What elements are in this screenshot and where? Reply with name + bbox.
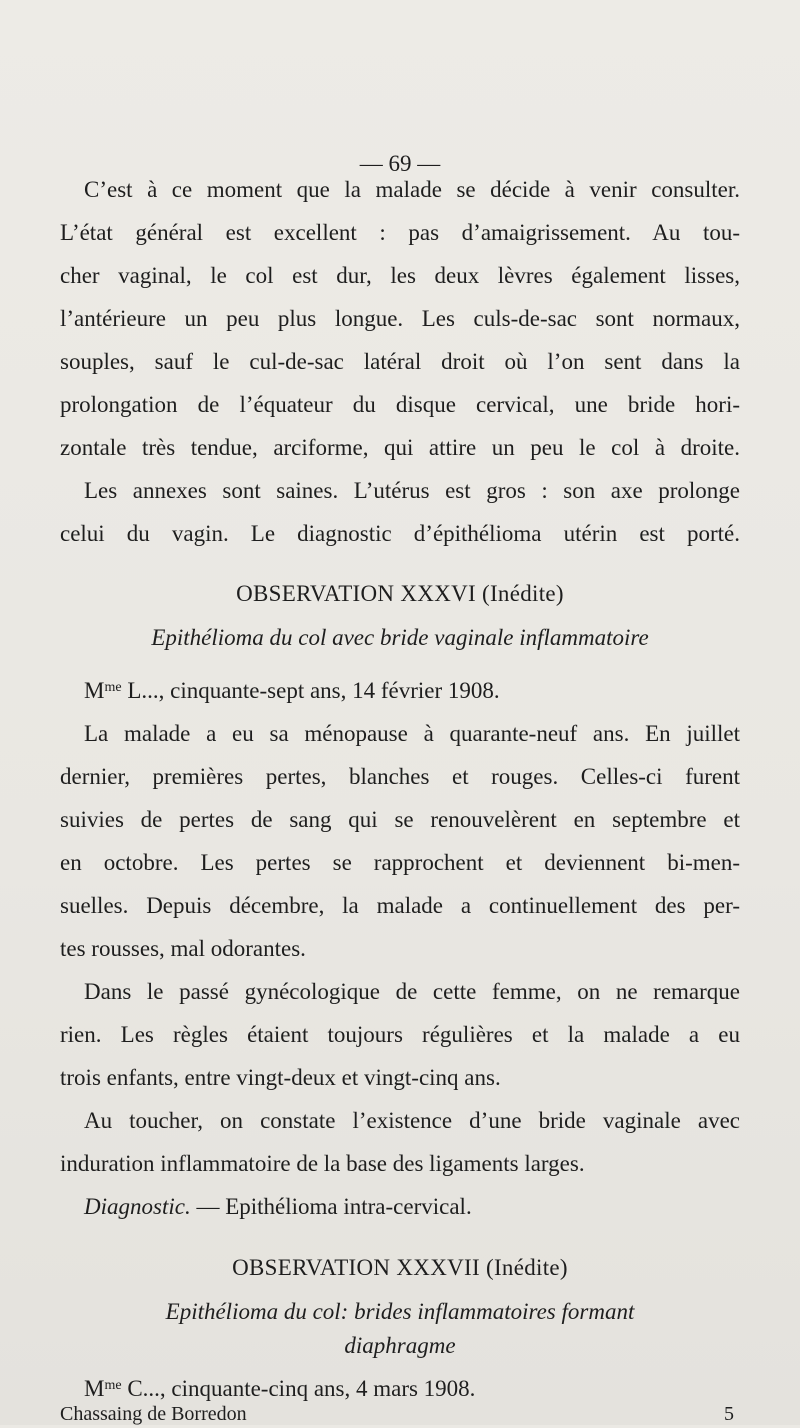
text-line: C’est à ce moment que la malade se décide à venir consulter. [84, 177, 740, 202]
diagnostic-line: Diagnostic. — Epithélioma intra-cervical. [84, 1194, 472, 1219]
observation-subtitle: diaphragme [344, 1333, 456, 1358]
text-line: induration inflammatoire de la base des ligaments larges. [60, 1151, 585, 1176]
text-line: prolongation de l’équateur du disque cervical, une bride hori- [60, 392, 740, 417]
text-line: trois enfants, entre vingt-deux et vingt-cinq ans. [60, 1065, 501, 1090]
text-line: celui du vagin. Le diagnostic d’épithélioma utérin est porté. [60, 521, 740, 546]
text-line: Au toucher, on constate l’existence d’une bride vaginale avec [84, 1108, 740, 1133]
patient-line: $M^{me}$ L..., cinquante-sept ans, 14 février 1908. [84, 678, 500, 703]
text-line: souples, sauf le cul-de-sac latéral droit où l’on sent dans la [60, 349, 740, 374]
text-line: tes rousses, mal odorantes. [60, 936, 306, 961]
author-footer: Chassaing de Borredon [60, 1403, 247, 1425]
text-line: suelles. Depuis décembre, la malade a continuellement des per- [60, 893, 740, 918]
patient-line: $M^{me}$ C..., cinquante-cinq ans, 4 mars 1908. [84, 1376, 476, 1401]
text-line: cher vaginal, le col est dur, les deux lèvres également lisses, [60, 263, 740, 288]
text-line: La malade a eu sa ménopause à quarante-neuf ans. En juillet [84, 721, 740, 746]
observation-subtitle: Epithélioma du col: brides inflammatoires formant [165, 1299, 635, 1324]
text-line: l’antérieure un peu plus longue. Les culs-de-sac sont normaux, [60, 306, 740, 331]
text-line: Les annexes sont saines. L’utérus est gros : son axe prolonge [84, 478, 740, 503]
signature-mark: 5 [724, 1403, 734, 1425]
text-line: dernier, premières pertes, blanches et rouges. Celles-ci furent [60, 764, 740, 789]
text-line: en octobre. Les pertes se rapprochent et deviennent bi-men- [60, 850, 740, 875]
diagnostic-label: Diagnostic. [84, 1194, 191, 1219]
observation-heading: OBSERVATION XXXVII (Inédite) [232, 1255, 568, 1280]
text-line: Dans le passé gynécologique de cette femme, on ne remarque [84, 979, 740, 1004]
text-line: suivies de pertes de sang qui se renouvelèrent en septembre et [60, 807, 740, 832]
observation-subtitle: Epithélioma du col avec bride vaginale inflammatoire [151, 625, 649, 650]
text-line: zontale très tendue, arciforme, qui attire un peu le col à droite. [60, 435, 740, 460]
page-number: — 69 — [359, 151, 441, 176]
observation-heading: OBSERVATION XXXVI (Inédite) [236, 581, 564, 606]
text-line: L’état général est excellent : pas d’amaigrissement. Au tou- [60, 220, 740, 245]
text-line: rien. Les règles étaient toujours régulières et la malade a eu [60, 1022, 740, 1047]
